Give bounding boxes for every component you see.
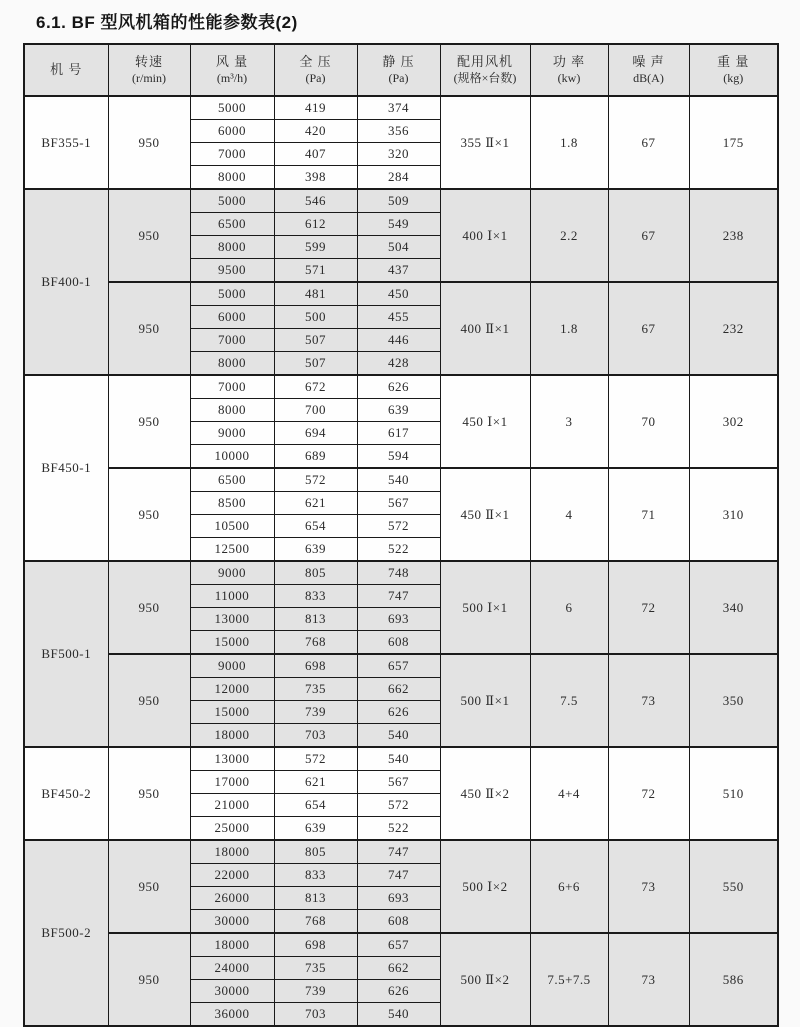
cell-weight: 302 bbox=[689, 375, 778, 468]
column-unit: (kw) bbox=[557, 70, 581, 85]
cell-weight: 340 bbox=[689, 561, 778, 654]
cell-total-pressure: 739 bbox=[274, 980, 357, 1003]
cell-air-volume: 12500 bbox=[190, 538, 274, 562]
cell-static-pressure: 626 bbox=[357, 701, 440, 724]
column-name: 全 压 bbox=[299, 53, 332, 69]
cell-total-pressure: 507 bbox=[274, 329, 357, 352]
cell-weight: 175 bbox=[689, 96, 778, 189]
column-unit: (Pa) bbox=[388, 70, 409, 85]
column-header-6 bbox=[530, 44, 608, 96]
cell-total-pressure: 698 bbox=[274, 654, 357, 678]
cell-static-pressure: 572 bbox=[357, 515, 440, 538]
cell-total-pressure: 805 bbox=[274, 840, 357, 864]
cell-fan-spec: 500 Ⅱ×1 bbox=[440, 654, 530, 747]
cell-air-volume: 9000 bbox=[190, 422, 274, 445]
cell-weight: 350 bbox=[689, 654, 778, 747]
table-row bbox=[24, 282, 778, 306]
cell-static-pressure: 455 bbox=[357, 306, 440, 329]
cell-static-pressure: 693 bbox=[357, 608, 440, 631]
cell-static-pressure: 549 bbox=[357, 213, 440, 236]
cell-total-pressure: 833 bbox=[274, 864, 357, 887]
cell-air-volume: 24000 bbox=[190, 957, 274, 980]
cell-total-pressure: 694 bbox=[274, 422, 357, 445]
cell-static-pressure: 540 bbox=[357, 724, 440, 748]
cell-noise: 73 bbox=[608, 933, 689, 1026]
cell-total-pressure: 599 bbox=[274, 236, 357, 259]
cell-air-volume: 15000 bbox=[190, 631, 274, 655]
cell-total-pressure: 654 bbox=[274, 794, 357, 817]
cell-static-pressure: 747 bbox=[357, 864, 440, 887]
cell-total-pressure: 481 bbox=[274, 282, 357, 306]
cell-air-volume: 18000 bbox=[190, 840, 274, 864]
cell-static-pressure: 693 bbox=[357, 887, 440, 910]
cell-static-pressure: 320 bbox=[357, 143, 440, 166]
column-unit: (kg) bbox=[723, 70, 744, 85]
header-row bbox=[24, 44, 778, 96]
cell-total-pressure: 639 bbox=[274, 538, 357, 562]
cell-air-volume: 36000 bbox=[190, 1003, 274, 1027]
table-row bbox=[24, 375, 778, 399]
cell-total-pressure: 813 bbox=[274, 887, 357, 910]
cell-static-pressure: 657 bbox=[357, 654, 440, 678]
cell-air-volume: 13000 bbox=[190, 747, 274, 771]
cell-power: 4 bbox=[530, 468, 608, 561]
cell-total-pressure: 407 bbox=[274, 143, 357, 166]
cell-noise: 73 bbox=[608, 654, 689, 747]
cell-static-pressure: 540 bbox=[357, 747, 440, 771]
column-header-4 bbox=[357, 44, 440, 96]
cell-model: BF400-1 bbox=[24, 189, 108, 375]
cell-air-volume: 8000 bbox=[190, 236, 274, 259]
cell-air-volume: 25000 bbox=[190, 817, 274, 841]
cell-air-volume: 9000 bbox=[190, 561, 274, 585]
cell-air-volume: 18000 bbox=[190, 933, 274, 957]
column-name: 机 号 bbox=[50, 61, 83, 77]
table-row bbox=[24, 747, 778, 771]
cell-air-volume: 26000 bbox=[190, 887, 274, 910]
cell-total-pressure: 813 bbox=[274, 608, 357, 631]
table-row bbox=[24, 189, 778, 213]
cell-total-pressure: 398 bbox=[274, 166, 357, 190]
column-name: 转速 bbox=[134, 53, 163, 69]
cell-noise: 70 bbox=[608, 375, 689, 468]
cell-static-pressure: 540 bbox=[357, 1003, 440, 1027]
cell-air-volume: 10000 bbox=[190, 445, 274, 469]
table-body bbox=[24, 96, 778, 1026]
cell-total-pressure: 654 bbox=[274, 515, 357, 538]
cell-static-pressure: 608 bbox=[357, 910, 440, 934]
cell-air-volume: 10500 bbox=[190, 515, 274, 538]
cell-static-pressure: 626 bbox=[357, 375, 440, 399]
column-name: 静 压 bbox=[382, 53, 415, 69]
cell-air-volume: 18000 bbox=[190, 724, 274, 748]
cell-speed: 950 bbox=[108, 282, 190, 375]
cell-air-volume: 5000 bbox=[190, 282, 274, 306]
cell-static-pressure: 522 bbox=[357, 538, 440, 562]
column-header-3 bbox=[274, 44, 357, 96]
cell-weight: 510 bbox=[689, 747, 778, 840]
cell-air-volume: 7000 bbox=[190, 143, 274, 166]
table-row bbox=[24, 840, 778, 864]
table-row bbox=[24, 561, 778, 585]
column-header-8 bbox=[689, 44, 778, 96]
cell-fan-spec: 450 Ⅱ×1 bbox=[440, 468, 530, 561]
cell-static-pressure: 356 bbox=[357, 120, 440, 143]
cell-model: BF500-1 bbox=[24, 561, 108, 747]
cell-total-pressure: 572 bbox=[274, 747, 357, 771]
cell-total-pressure: 698 bbox=[274, 933, 357, 957]
cell-model: BF450-2 bbox=[24, 747, 108, 840]
page-title: 6.1. BF 型风机箱的性能参数表(2) bbox=[36, 13, 298, 32]
cell-air-volume: 9000 bbox=[190, 654, 274, 678]
table-row bbox=[24, 468, 778, 492]
column-unit: (r/min) bbox=[132, 70, 166, 85]
cell-static-pressure: 437 bbox=[357, 259, 440, 283]
cell-noise: 72 bbox=[608, 561, 689, 654]
cell-air-volume: 5000 bbox=[190, 189, 274, 213]
cell-noise: 67 bbox=[608, 96, 689, 189]
cell-total-pressure: 735 bbox=[274, 678, 357, 701]
cell-fan-spec: 500 Ⅱ×2 bbox=[440, 933, 530, 1026]
column-unit: (Pa) bbox=[305, 70, 326, 85]
cell-total-pressure: 700 bbox=[274, 399, 357, 422]
cell-total-pressure: 672 bbox=[274, 375, 357, 399]
cell-total-pressure: 805 bbox=[274, 561, 357, 585]
table-row bbox=[24, 933, 778, 957]
cell-speed: 950 bbox=[108, 96, 190, 189]
cell-total-pressure: 500 bbox=[274, 306, 357, 329]
cell-static-pressure: 747 bbox=[357, 585, 440, 608]
column-unit: (规格×台数) bbox=[453, 70, 517, 85]
cell-total-pressure: 735 bbox=[274, 957, 357, 980]
cell-static-pressure: 504 bbox=[357, 236, 440, 259]
cell-static-pressure: 284 bbox=[357, 166, 440, 190]
cell-noise: 71 bbox=[608, 468, 689, 561]
cell-noise: 72 bbox=[608, 747, 689, 840]
cell-total-pressure: 621 bbox=[274, 771, 357, 794]
cell-air-volume: 8000 bbox=[190, 399, 274, 422]
cell-fan-spec: 450 Ⅰ×1 bbox=[440, 375, 530, 468]
column-name: 重 量 bbox=[717, 53, 750, 69]
cell-static-pressure: 567 bbox=[357, 492, 440, 515]
cell-total-pressure: 420 bbox=[274, 120, 357, 143]
cell-static-pressure: 662 bbox=[357, 957, 440, 980]
cell-total-pressure: 768 bbox=[274, 910, 357, 934]
cell-fan-spec: 400 Ⅱ×1 bbox=[440, 282, 530, 375]
cell-static-pressure: 617 bbox=[357, 422, 440, 445]
cell-static-pressure: 428 bbox=[357, 352, 440, 376]
cell-static-pressure: 639 bbox=[357, 399, 440, 422]
cell-weight: 550 bbox=[689, 840, 778, 933]
cell-air-volume: 6000 bbox=[190, 120, 274, 143]
cell-static-pressure: 374 bbox=[357, 96, 440, 120]
cell-air-volume: 13000 bbox=[190, 608, 274, 631]
cell-air-volume: 11000 bbox=[190, 585, 274, 608]
cell-total-pressure: 507 bbox=[274, 352, 357, 376]
cell-total-pressure: 639 bbox=[274, 817, 357, 841]
table-row bbox=[24, 96, 778, 120]
cell-total-pressure: 572 bbox=[274, 468, 357, 492]
cell-static-pressure: 567 bbox=[357, 771, 440, 794]
cell-total-pressure: 703 bbox=[274, 724, 357, 748]
cell-speed: 950 bbox=[108, 933, 190, 1026]
cell-weight: 232 bbox=[689, 282, 778, 375]
cell-air-volume: 8000 bbox=[190, 166, 274, 190]
cell-static-pressure: 657 bbox=[357, 933, 440, 957]
cell-speed: 950 bbox=[108, 375, 190, 468]
column-header-0 bbox=[24, 44, 108, 96]
column-name: 功 率 bbox=[552, 53, 586, 69]
cell-static-pressure: 594 bbox=[357, 445, 440, 469]
cell-power: 1.8 bbox=[530, 96, 608, 189]
cell-static-pressure: 540 bbox=[357, 468, 440, 492]
column-unit: (m³/h) bbox=[216, 70, 248, 85]
cell-fan-spec: 400 Ⅰ×1 bbox=[440, 189, 530, 282]
cell-static-pressure: 748 bbox=[357, 561, 440, 585]
cell-fan-spec: 500 Ⅰ×2 bbox=[440, 840, 530, 933]
table-header bbox=[24, 44, 778, 96]
cell-air-volume: 7000 bbox=[190, 375, 274, 399]
cell-model: BF355-1 bbox=[24, 96, 108, 189]
cell-fan-spec: 355 Ⅱ×1 bbox=[440, 96, 530, 189]
cell-speed: 950 bbox=[108, 468, 190, 561]
cell-static-pressure: 572 bbox=[357, 794, 440, 817]
cell-speed: 950 bbox=[108, 747, 190, 840]
cell-power: 7.5 bbox=[530, 654, 608, 747]
cell-power: 6 bbox=[530, 561, 608, 654]
cell-static-pressure: 446 bbox=[357, 329, 440, 352]
cell-model: BF500-2 bbox=[24, 840, 108, 1026]
column-header-5 bbox=[440, 44, 530, 96]
cell-air-volume: 17000 bbox=[190, 771, 274, 794]
cell-static-pressure: 662 bbox=[357, 678, 440, 701]
cell-static-pressure: 626 bbox=[357, 980, 440, 1003]
cell-air-volume: 30000 bbox=[190, 980, 274, 1003]
column-header-2 bbox=[190, 44, 274, 96]
cell-total-pressure: 612 bbox=[274, 213, 357, 236]
cell-power: 2.2 bbox=[530, 189, 608, 282]
cell-total-pressure: 419 bbox=[274, 96, 357, 120]
cell-air-volume: 30000 bbox=[190, 910, 274, 934]
column-name: 风 量 bbox=[215, 53, 249, 69]
cell-total-pressure: 546 bbox=[274, 189, 357, 213]
cell-total-pressure: 768 bbox=[274, 631, 357, 655]
cell-speed: 950 bbox=[108, 189, 190, 282]
cell-noise: 67 bbox=[608, 282, 689, 375]
cell-static-pressure: 522 bbox=[357, 817, 440, 841]
cell-speed: 950 bbox=[108, 561, 190, 654]
cell-air-volume: 21000 bbox=[190, 794, 274, 817]
cell-air-volume: 22000 bbox=[190, 864, 274, 887]
cell-power: 7.5+7.5 bbox=[530, 933, 608, 1026]
cell-weight: 310 bbox=[689, 468, 778, 561]
cell-air-volume: 6500 bbox=[190, 213, 274, 236]
cell-speed: 950 bbox=[108, 654, 190, 747]
column-unit: dB(A) bbox=[633, 70, 664, 85]
cell-total-pressure: 739 bbox=[274, 701, 357, 724]
cell-fan-spec: 450 Ⅱ×2 bbox=[440, 747, 530, 840]
cell-noise: 67 bbox=[608, 189, 689, 282]
cell-air-volume: 7000 bbox=[190, 329, 274, 352]
cell-static-pressure: 747 bbox=[357, 840, 440, 864]
cell-power: 1.8 bbox=[530, 282, 608, 375]
column-header-7 bbox=[608, 44, 689, 96]
column-name: 噪 声 bbox=[632, 53, 665, 69]
cell-air-volume: 12000 bbox=[190, 678, 274, 701]
cell-static-pressure: 509 bbox=[357, 189, 440, 213]
cell-power: 4+4 bbox=[530, 747, 608, 840]
cell-noise: 73 bbox=[608, 840, 689, 933]
cell-power: 3 bbox=[530, 375, 608, 468]
cell-model: BF450-1 bbox=[24, 375, 108, 561]
cell-weight: 238 bbox=[689, 189, 778, 282]
cell-air-volume: 9500 bbox=[190, 259, 274, 283]
cell-air-volume: 8500 bbox=[190, 492, 274, 515]
cell-speed: 950 bbox=[108, 840, 190, 933]
cell-air-volume: 6500 bbox=[190, 468, 274, 492]
cell-fan-spec: 500 Ⅰ×1 bbox=[440, 561, 530, 654]
column-name: 配用风机 bbox=[456, 53, 513, 69]
cell-total-pressure: 689 bbox=[274, 445, 357, 469]
cell-air-volume: 8000 bbox=[190, 352, 274, 376]
cell-air-volume: 6000 bbox=[190, 306, 274, 329]
cell-total-pressure: 703 bbox=[274, 1003, 357, 1027]
column-header-1 bbox=[108, 44, 190, 96]
table-row bbox=[24, 654, 778, 678]
cell-air-volume: 15000 bbox=[190, 701, 274, 724]
cell-total-pressure: 621 bbox=[274, 492, 357, 515]
cell-total-pressure: 833 bbox=[274, 585, 357, 608]
cell-air-volume: 5000 bbox=[190, 96, 274, 120]
cell-static-pressure: 450 bbox=[357, 282, 440, 306]
performance-table bbox=[23, 43, 779, 1027]
cell-static-pressure: 608 bbox=[357, 631, 440, 655]
cell-total-pressure: 571 bbox=[274, 259, 357, 283]
cell-power: 6+6 bbox=[530, 840, 608, 933]
cell-weight: 586 bbox=[689, 933, 778, 1026]
